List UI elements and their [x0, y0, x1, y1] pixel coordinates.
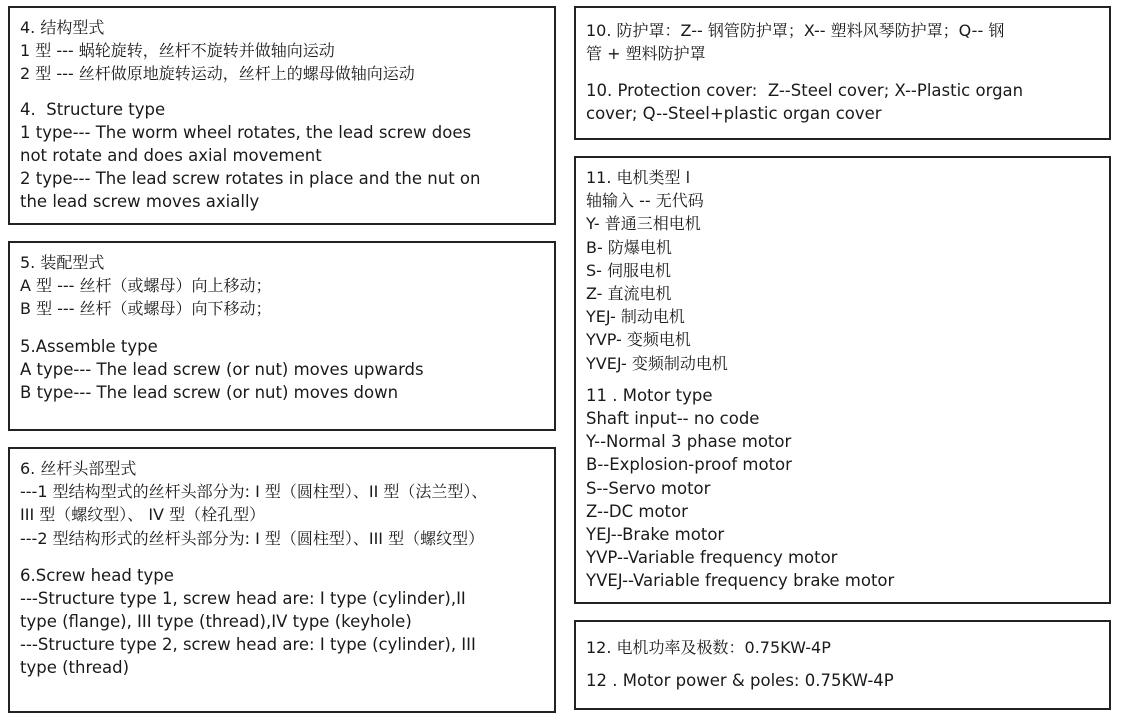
card-screw-head-type — [8, 447, 556, 713]
motor-power-chinese — [586, 636, 1099, 659]
text-line: 5.Assemble type — [20, 336, 158, 356]
text-line: Y- 普通三相电机 — [586, 214, 701, 234]
text-line: 6.Screw head type — [20, 565, 174, 585]
text-line: S--Servo motor — [586, 478, 711, 498]
text-line: 10. 防护罩：Z-- 钢管防护罩；X-- 塑料风琴防护罩；Q-- 钢 — [586, 20, 1005, 40]
text-line: 2 型 --- 丝杆做原地旋转运动，丝杆上的螺母做轴向运动 — [20, 64, 415, 84]
text-line: YVP--Variable frequency motor — [586, 547, 838, 567]
spacer — [20, 321, 544, 335]
motor-type-chinese — [586, 166, 1099, 375]
text-line: YVEJ--Variable frequency brake motor — [586, 570, 895, 590]
text-line: ---1 型结构型式的丝杆头部分为: I 型（圆柱型）、II 型（法兰型）、 — [20, 482, 488, 502]
spacer — [586, 375, 1099, 384]
protection-cover-english — [586, 79, 1099, 125]
text-line: ---2 型结构形式的丝杆头部分为: I 型（圆柱型）、III 型（螺纹型） — [20, 528, 485, 548]
text-line: B 型 --- 丝杆（或螺母）向下移动； — [20, 299, 272, 319]
text-line: III 型（螺纹型）、 IV 型（栓孔型） — [20, 505, 266, 525]
text-line: type (flange), III type (thread),IV type (keyhole) — [20, 611, 412, 631]
text-line: type (thread) — [20, 658, 130, 678]
text-line: Y--Normal 3 phase motor — [586, 432, 792, 452]
card-structure-type — [8, 6, 556, 225]
text-line: 2 type--- The lead screw rotates in place and the nut on — [20, 168, 481, 188]
right-column — [574, 6, 1111, 713]
text-line: Z- 直流电机 — [586, 283, 672, 303]
text-line: S- 伺服电机 — [586, 260, 672, 280]
card-motor-power — [574, 620, 1111, 710]
card-motor-type — [574, 156, 1111, 604]
card-protection-cover — [574, 6, 1111, 140]
spacer — [20, 86, 544, 98]
text-line: YVP- 变频电机 — [586, 330, 691, 350]
text-line: 12 . Motor power & poles: 0.75KW-4P — [586, 671, 894, 691]
text-line: 4. 结构型式 — [20, 18, 105, 37]
text-line: YVEJ- 变频制动电机 — [586, 353, 728, 373]
screw-head-type-english — [20, 564, 544, 679]
text-line: ---Structure type 2, screw head are: I type (cylinder), III — [20, 635, 476, 655]
spacer — [586, 65, 1099, 79]
text-line: A type--- The lead screw (or nut) moves upwards — [20, 359, 424, 379]
text-line: B- 防爆电机 — [586, 237, 672, 257]
text-line: B--Explosion-proof motor — [586, 455, 792, 475]
text-line: 10. Protection cover: Z--Steel cover; X--Plastic organ — [586, 81, 1024, 101]
text-line: 4. Structure type — [20, 99, 166, 119]
assemble-type-chinese — [20, 251, 544, 321]
text-line: cover; Q--Steel+plastic organ cover — [586, 104, 882, 124]
text-line: 1 type--- The worm wheel rotates, the lead screw does — [20, 122, 472, 142]
assemble-type-english — [20, 335, 544, 404]
text-line: 5. 装配型式 — [20, 253, 105, 272]
protection-cover-chinese — [586, 19, 1099, 65]
left-column — [8, 6, 556, 713]
motor-type-english — [586, 384, 1099, 592]
text-line: 12. 电机功率及极数：0.75KW-4P — [586, 637, 831, 657]
text-line: not rotate and does axial movement — [20, 145, 322, 165]
text-line: Z--DC motor — [586, 501, 688, 521]
motor-power-english — [586, 669, 1099, 692]
structure-type-chinese — [20, 16, 544, 86]
screw-head-type-chinese — [20, 457, 544, 550]
text-line: 11 . Motor type — [586, 386, 713, 406]
text-line: 管 + 塑料防护罩 — [586, 43, 706, 63]
text-line: YEJ--Brake motor — [586, 524, 725, 544]
text-line: Shaft input-- no code — [586, 409, 760, 429]
spacer — [20, 550, 544, 564]
text-line: 轴输入 -- 无代码 — [586, 191, 704, 211]
text-line: 11. 电机类型 l — [586, 168, 691, 187]
text-line: the lead screw moves axially — [20, 191, 260, 211]
structure-type-english — [20, 98, 544, 213]
text-line: B type--- The lead screw (or nut) moves down — [20, 382, 399, 402]
spacer — [586, 659, 1099, 669]
text-line: A 型 --- 丝杆（或螺母）向上移动； — [20, 276, 272, 296]
text-line: 1 型 --- 蜗轮旋转，丝杆不旋转并做轴向运动 — [20, 41, 335, 61]
text-line: ---Structure type 1, screw head are: I type (cylinder),II — [20, 588, 466, 608]
text-line: YEJ- 制动电机 — [586, 307, 685, 327]
text-line: 6. 丝杆头部型式 — [20, 459, 137, 478]
card-assemble-type — [8, 241, 556, 431]
